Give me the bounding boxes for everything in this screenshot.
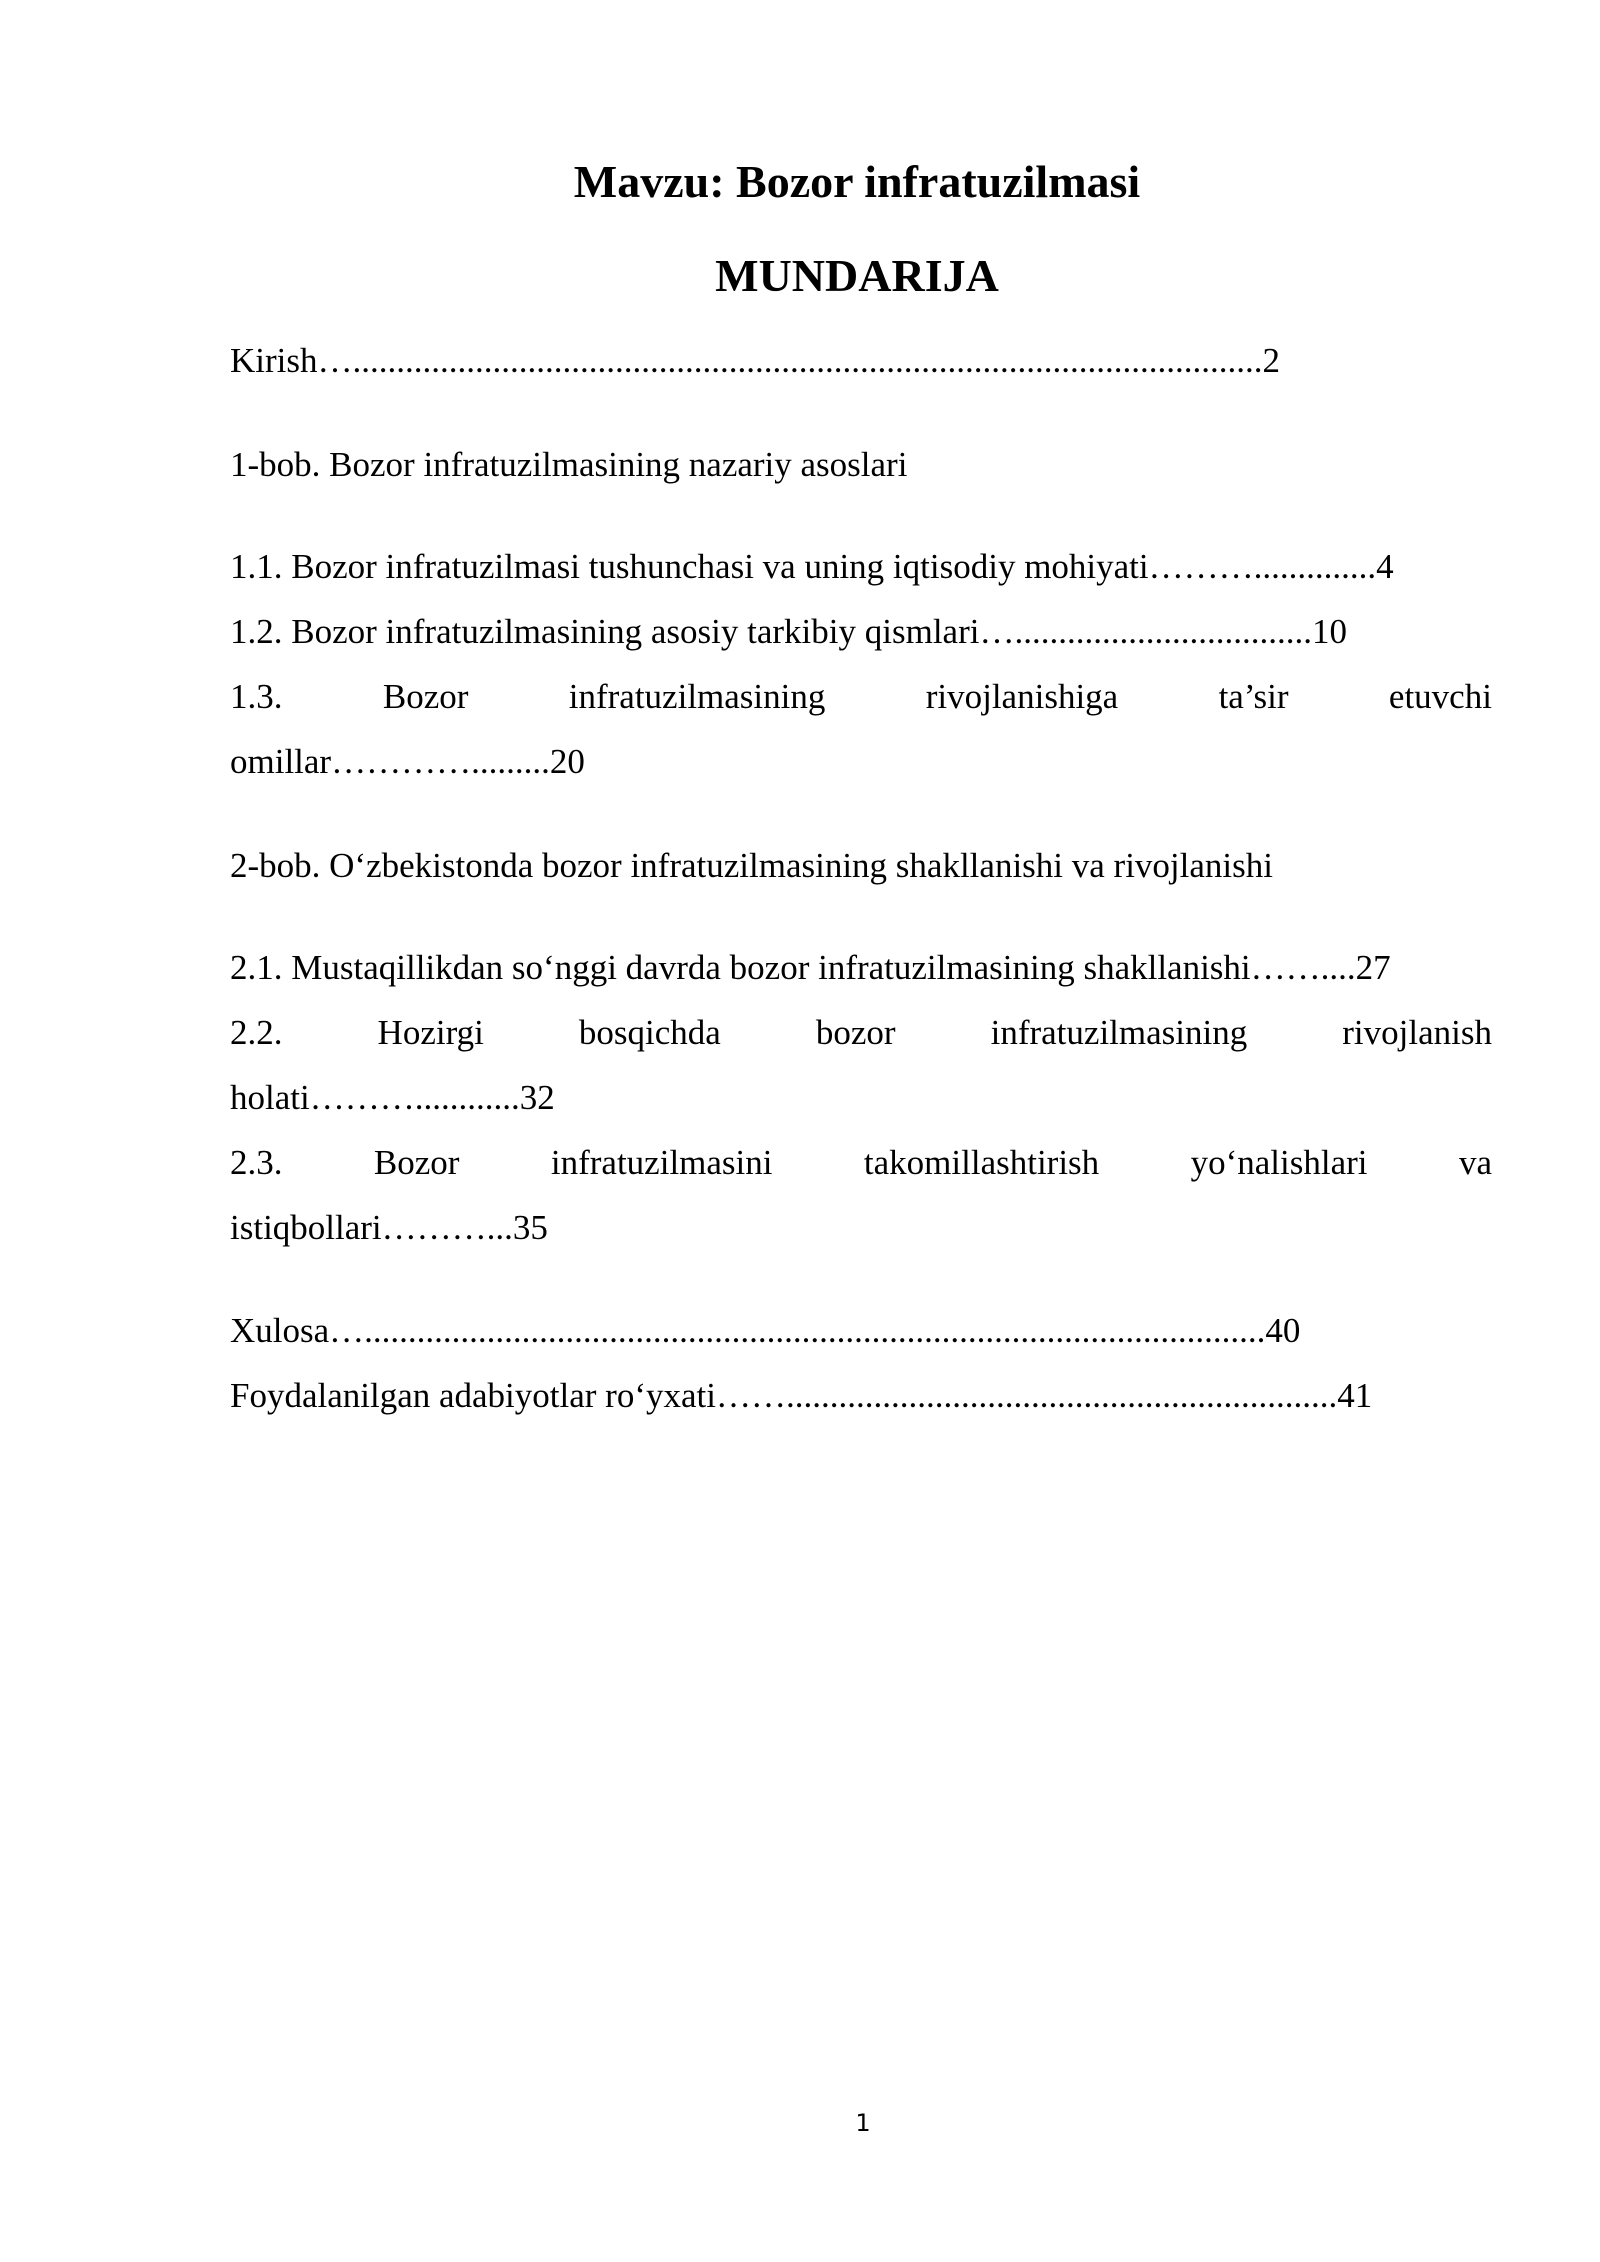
toc-entry-2-1: 2.1. Mustaqillikdan so‘nggi davrda bozor infratuzilmasining shakllanishi……....27 [230, 948, 1391, 987]
toc-entry-xulosa: Xulosa….......................................................................................................40 [230, 1311, 1301, 1350]
toc-word: etuvchi [1388, 677, 1492, 716]
toc-word: Bozor [382, 677, 469, 716]
page-number: 1 [855, 2109, 871, 2137]
toc-entry-1-1: 1.1. Bozor infratuzilmasi tushunchasi va uning iqtisodiy mohiyati………..............4 [230, 547, 1394, 586]
toc-word: infratuzilmasini [550, 1143, 773, 1182]
toc-entry-kirish: Kirish…........................................................................................................2 [230, 341, 1280, 380]
toc-entry-1-3 [230, 674, 1492, 720]
toc-entry-1-2: 1.2. Bozor infratuzilmasining asosiy tarkibiy qismlari…..................................10 [230, 612, 1347, 651]
toc-word: infratuzilmasining [990, 1013, 1248, 1052]
toc-word: 2.3. [230, 1143, 283, 1182]
toc-chapter-1: 1-bob. Bozor infratuzilmasining nazariy asoslari [230, 445, 908, 484]
toc-word: infratuzilmasining [568, 677, 826, 716]
toc-word: rivojlanishiga [925, 677, 1119, 716]
toc-word: yo‘nalishlari [1190, 1143, 1368, 1182]
document-title: Mavzu: Bozor infratuzilmasi [573, 156, 1141, 207]
toc-entry-2-3 [230, 1140, 1492, 1186]
toc-entry-adabiyotlar: Foydalanilgan adabiyotlar ro‘yxati……...............................................................41 [230, 1376, 1373, 1415]
toc-word: ta’sir [1218, 677, 1289, 716]
toc-word: 1.3. [230, 677, 283, 716]
toc-entry-2-2 [230, 1010, 1492, 1056]
toc-word: bozor [815, 1013, 896, 1052]
toc-entry-2-2-continued: holati………............32 [230, 1078, 555, 1117]
toc-entry-1-3-continued: omillar………….........20 [230, 742, 585, 781]
contents-heading: MUNDARIJA [715, 250, 999, 301]
toc-word: bosqichda [578, 1013, 721, 1052]
toc-word: takomillashtirish [863, 1143, 1100, 1182]
toc-chapter-2: 2-bob. O‘zbekistonda bozor infratuzilmasining shakllanishi va rivojlanishi [230, 846, 1273, 885]
toc-word: Bozor [373, 1143, 460, 1182]
toc-word: 2.2. [230, 1013, 283, 1052]
toc-word: rivojlanish [1342, 1013, 1492, 1052]
toc-word: va [1458, 1143, 1492, 1182]
toc-entry-2-3-continued: istiqbollari………...35 [230, 1208, 548, 1247]
toc-word: Hozirgi [377, 1013, 484, 1052]
